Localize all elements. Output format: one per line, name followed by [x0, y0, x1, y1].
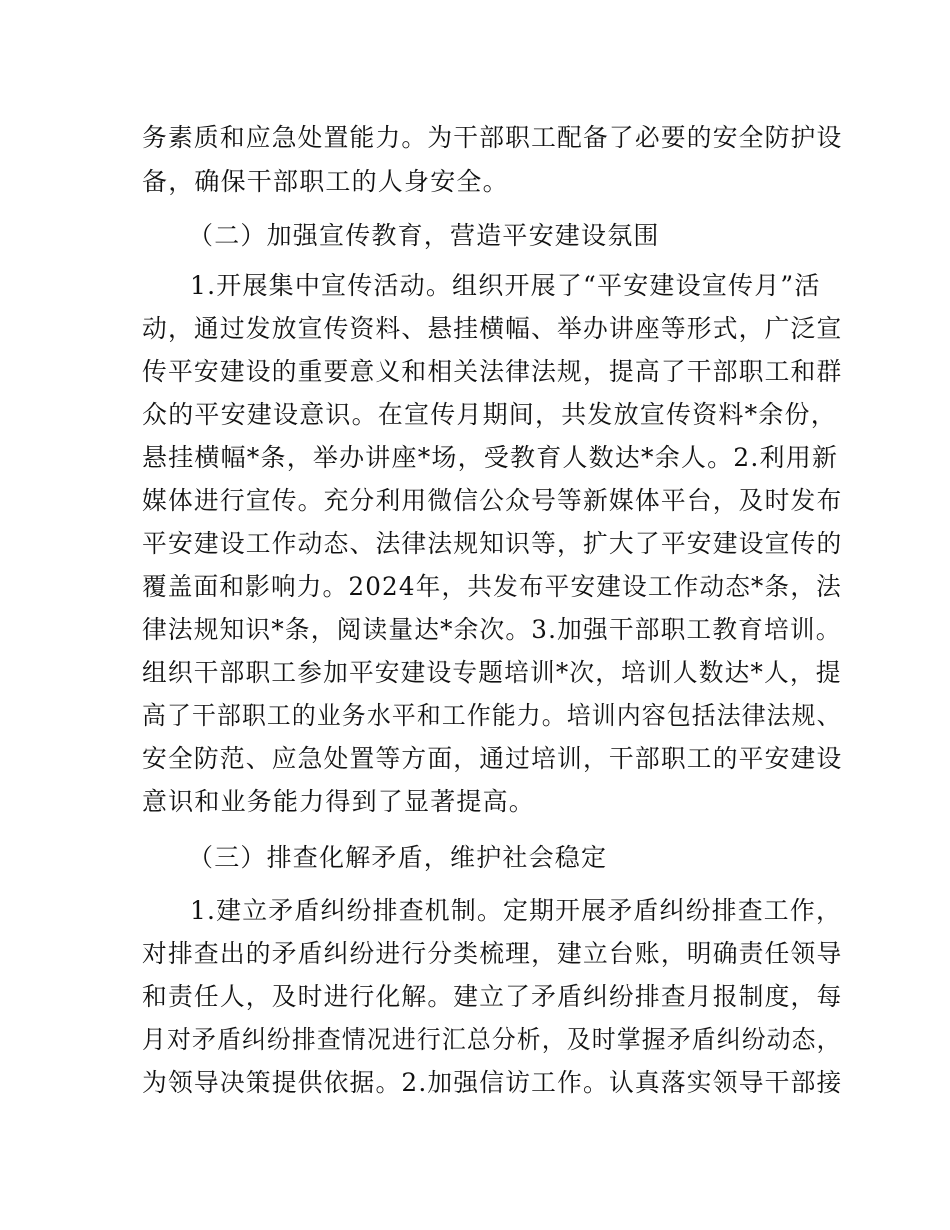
body-line: 悬挂横幅*条，举办讲座*场，受教育人数达*余人。2.利用新 [142, 443, 839, 472]
body-line: 律法规知识*条，阅读量达*余次。3.加强干部职工教育培训。 [142, 615, 842, 644]
body-line: 备，确保干部职工的人身安全。 [142, 167, 509, 196]
body-line: 月对矛盾纠纷排查情况进行汇总分析，及时掌握矛盾纠纷动态， [142, 1025, 842, 1054]
section-heading: （二）加强宣传教育，营造平安建设氛围 [188, 221, 660, 250]
body-line: 媒体进行宣传。充分利用微信公众号等新媒体平台，及时发布 [142, 486, 843, 515]
body-line: 安全防范、应急处置等方面，通过培训，干部职工的平安建设 [142, 744, 843, 773]
body-line: 高了干部职工的业务水平和工作能力。培训内容包括法律法规、 [142, 701, 842, 730]
body-line: 众的平安建设意识。在宣传月期间，共发放宣传资料*余份， [142, 400, 837, 429]
body-line: 意识和业务能力得到了显著提高。 [142, 787, 536, 816]
body-line: 为领导决策提供依据。2.加强信访工作。认真落实领导干部接 [142, 1068, 843, 1097]
body-line: 1.开展集中宣传活动。组织开展了“平安建设宣传月”活 [190, 271, 821, 300]
body-line: 传平安建设的重要意义和相关法律法规，提高了干部职工和群 [142, 357, 843, 386]
body-line: 动，通过发放宣传资料、悬挂横幅、举办讲座等形式，广泛宣 [142, 314, 843, 343]
body-line: 平安建设工作动态、法律法规知识等，扩大了平安建设宣传的 [142, 529, 843, 558]
body-line: 对排查出的矛盾纠纷进行分类梳理，建立台账，明确责任领导 [142, 939, 843, 968]
body-line: 1.建立矛盾纠纷排查机制。定期开展矛盾纠纷排查工作， [190, 896, 843, 925]
body-line: 组织干部职工参加平安建设专题培训*次，培训人数达*人，提 [142, 658, 842, 687]
body-line: 覆盖面和影响力。2024年，共发布平安建设工作动态*条，法 [142, 572, 842, 601]
body-line: 和责任人，及时进行化解。建立了矛盾纠纷排查月报制度，每 [142, 982, 843, 1011]
body-line: 务素质和应急处置能力。为干部职工配备了必要的安全防护设 [142, 123, 843, 152]
section-heading: （三）排查化解矛盾，维护社会稳定 [188, 843, 608, 872]
